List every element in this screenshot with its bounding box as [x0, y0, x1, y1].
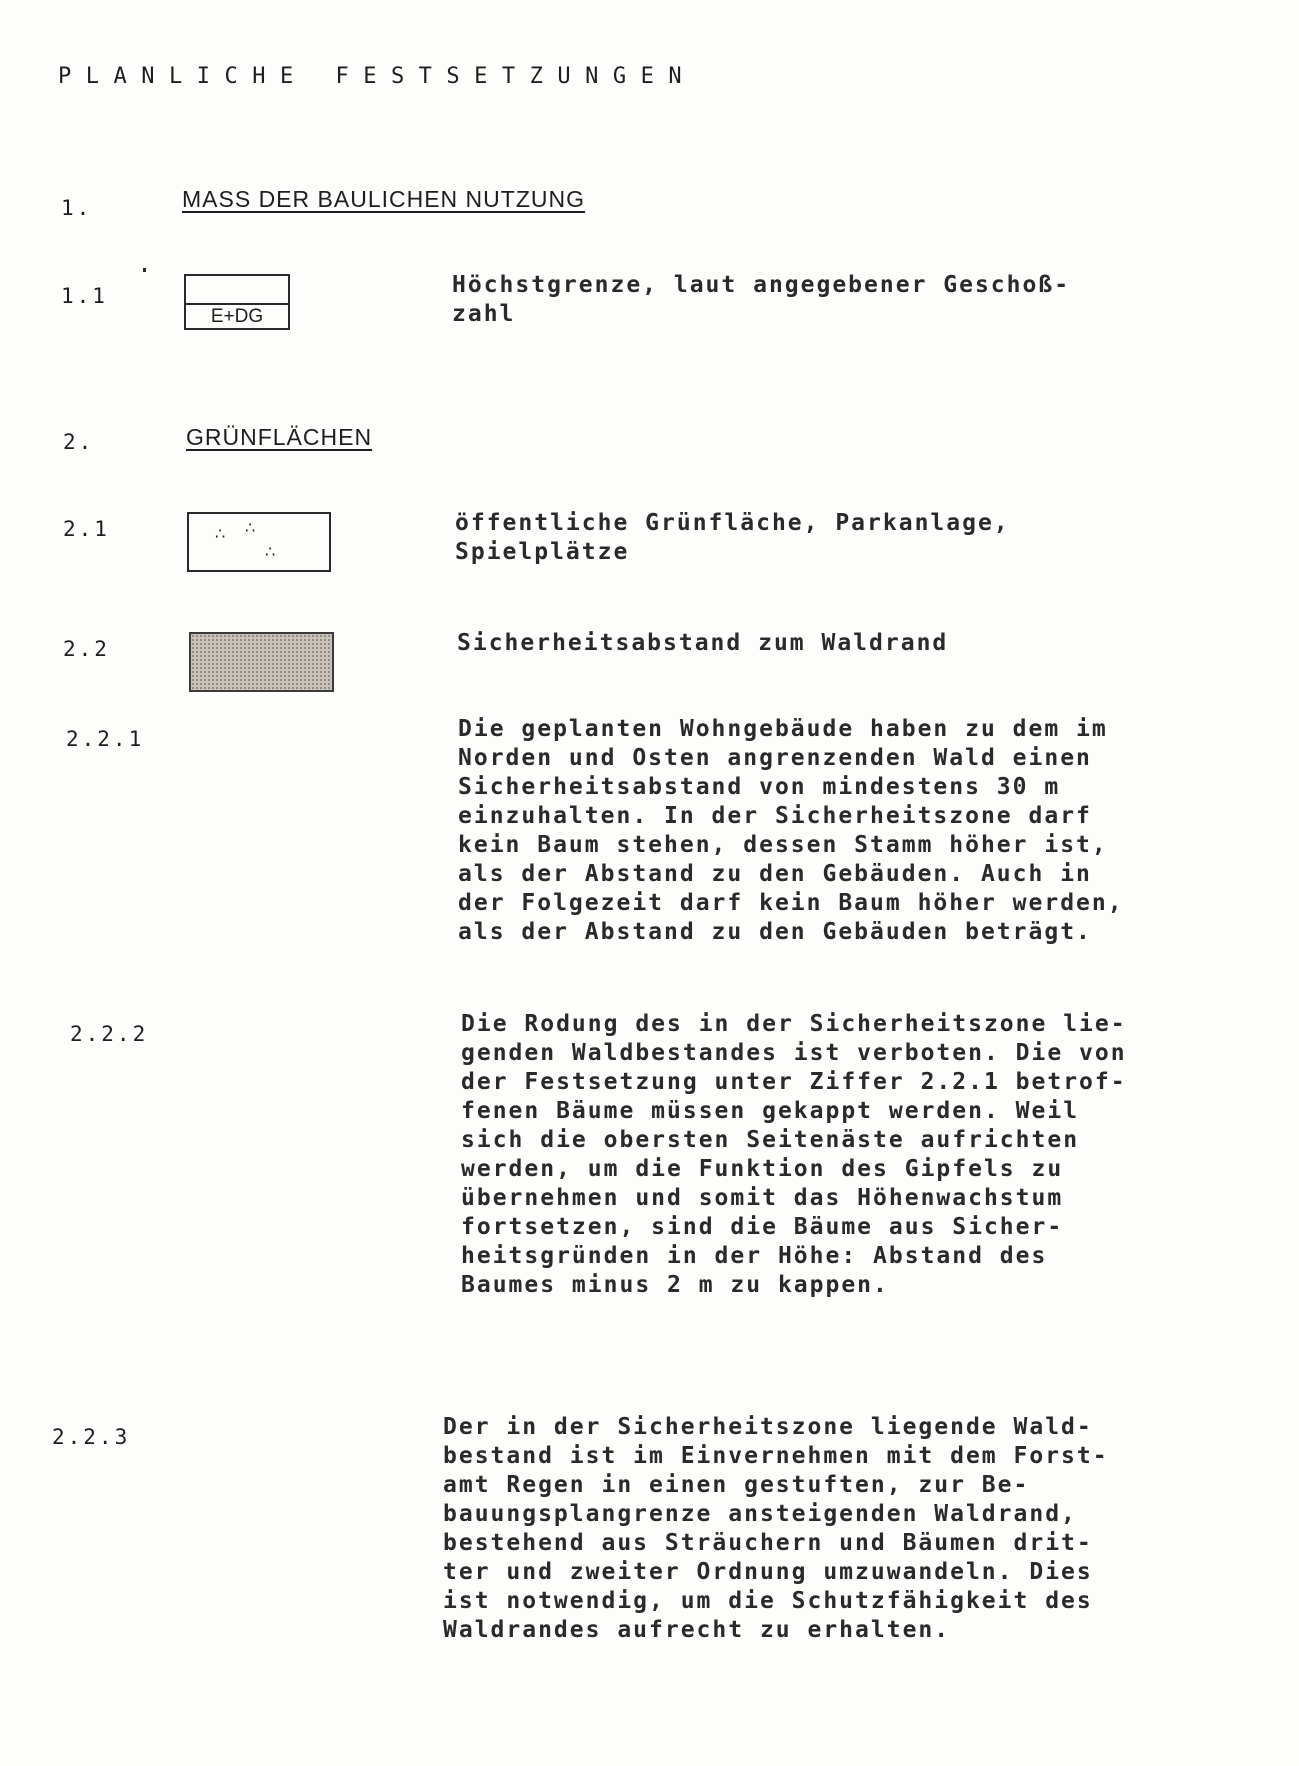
safety-zone-symbol	[189, 632, 334, 692]
item-description: öffentliche Grünfläche, Parkanlage, Spielplätze	[455, 510, 1010, 565]
symbol-divider	[186, 303, 288, 305]
item-number: 2.1	[63, 517, 110, 541]
item-number: 2.2	[63, 637, 110, 661]
geschoss-symbol	[184, 274, 290, 330]
item-description: Sicherheitsabstand zum Waldrand	[457, 630, 949, 656]
item-description: Höchstgrenze, laut angegebener Geschoß- zahl	[452, 272, 1071, 327]
item-description: Die geplanten Wohngebäude haben zu dem im Norden und Osten angrenzenden Wald einen Sicherheitsabstand von mindestens 30 m einzuhalten. In der Sicherheitszone darf kein Baum stehen, dessen Stamm höher ist, als der Abstand zu den Gebäuden. Auch in der Folgezeit darf kein Baum höher werden, als der Abstand zu den Gebäuden beträgt.	[458, 716, 1124, 945]
section-number: 2.	[63, 430, 95, 454]
scan-mark	[143, 268, 146, 272]
item-description: Der in der Sicherheitszone liegende Wald- bestand ist im Einvernehmen mit dem Forst- amt Regen in einen gestuften, zur Be- bauungsplangrenze ansteigenden Waldrand, bestehend aus Sträuchern und Bäumen drit- ter und zweiter Ordnung umzuwandeln. Dies ist notwendig, um die Schutzfähigkeit des Waldrandes aufrecht zu erhalten.	[443, 1414, 1109, 1643]
dot-cluster-icon: ∴	[265, 542, 276, 561]
symbol-label: E+DG	[210, 306, 264, 327]
item-description: Die Rodung des in der Sicherheitszone lie- genden Waldbestandes ist verboten. Die von der Festsetzung unter Ziffer 2.2.1 betrof- fenen Bäume müssen gekappt werden. Weil sich die obersten Seitenäste aufrichten werden, um die Funktion des Gipfels zu übernehmen und somit das Höhenwachstum fortsetzen, sind die Bäume aus Sicher- heitsgründen in der Höhe: Abstand des Baumes minus 2 m zu kappen.	[461, 1011, 1127, 1298]
page-title: PLANLICHE FESTSETZUNGEN	[58, 64, 697, 89]
item-number: 2.2.2	[70, 1022, 149, 1046]
item-number: 2.2.3	[52, 1425, 131, 1449]
dot-cluster-icon: ∴	[245, 518, 256, 537]
item-number: 2.2.1	[66, 727, 145, 751]
dot-cluster-icon: ∴	[215, 524, 226, 543]
section-number: 1.	[61, 196, 93, 220]
item-number: 1.1	[61, 284, 108, 308]
section-heading: GRÜNFLÄCHEN	[186, 424, 373, 450]
section-heading: MASS DER BAULICHEN NUTZUNG	[182, 186, 585, 212]
greenspace-symbol	[187, 512, 331, 572]
